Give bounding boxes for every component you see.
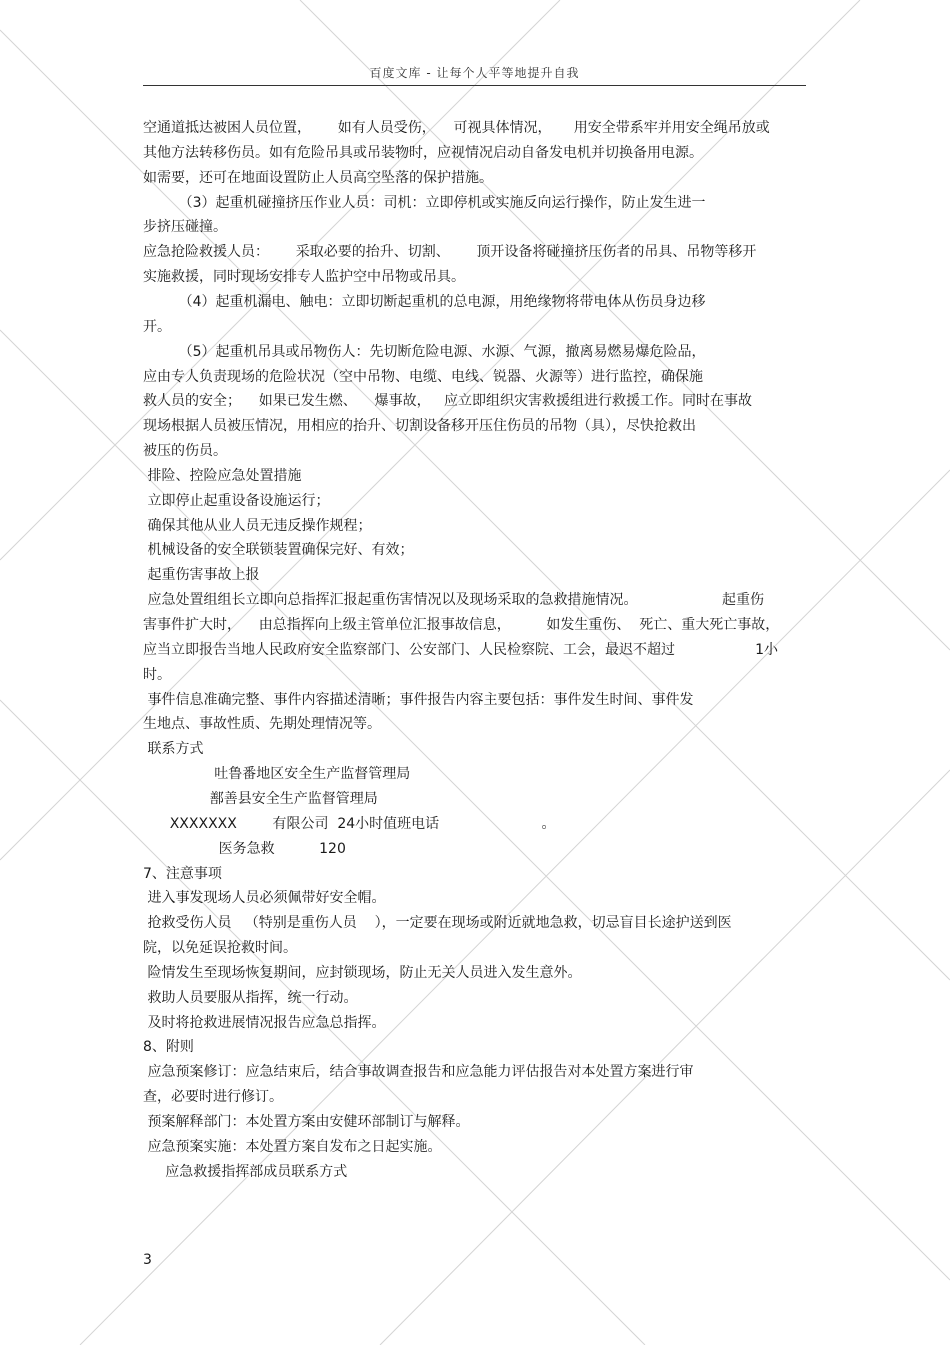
text-line: 8、附则 xyxy=(143,1039,194,1055)
text-line: 应急抢险救援人员： 采取必要的抬升、切割、 顶开设备将碰撞挤压伤者的吊具、吊物等移开 xyxy=(143,244,757,260)
text-line: 事件信息准确完整、事件内容描述清晰；事件报告内容主要包括：事件发生时间、事件发 xyxy=(143,692,694,708)
text-line: 院，以免延误抢救时间。 xyxy=(143,940,297,956)
text-line: （4）起重机漏电、触电：立即切断起重机的总电源，用绝缘物将带电体从伤员身边移 xyxy=(143,294,706,310)
text-line: 救人员的安全； 如果已发生燃、 爆事故， 应立即组织灾害救援组进行救援工作。同时在事故 xyxy=(143,393,752,409)
text-line: 鄯善县安全生产监督管理局 xyxy=(143,791,378,807)
text-line: 生地点、事故性质、先期处理情况等。 xyxy=(143,716,381,732)
text-line: 医务急救 120 xyxy=(143,841,346,857)
text-line: 险情发生至现场恢复期间，应封锁现场，防止无关人员进入发生意外。 xyxy=(143,965,582,981)
text-line: 立即停止起重设备设施运行； xyxy=(143,493,330,509)
text-line: 其他方法转移伤员。如有危险吊具或吊装物时，应视情况启动自备发电机并切换备用电源。 xyxy=(143,145,703,161)
text-line: 进入事发现场人员必须佩带好安全帽。 xyxy=(143,890,386,906)
text-line: 机械设备的安全联锁装置确保完好、有效； xyxy=(143,542,414,558)
text-line: 确保其他从业人员无违反操作规程； xyxy=(143,518,372,534)
text-line: 查，必要时进行修订。 xyxy=(143,1089,283,1105)
text-line: 应急处置组组长立即向总指挥汇报起重伤害情况以及现场采取的急救措施情况。 起重伤 xyxy=(143,592,765,608)
text-line: XXXXXXX 有限公司 24小时值班电话 。 xyxy=(143,816,556,832)
text-line: 应急预案实施：本处置方案自发布之日起实施。 xyxy=(143,1139,442,1155)
text-line: 救助人员要服从指挥，统一行动。 xyxy=(143,990,358,1006)
header-divider xyxy=(143,85,806,86)
text-line: 空通道抵达被困人员位置， 如有人员受伤， 可视具体情况， 用安全带系牢并用安全绳吊放或 xyxy=(143,120,770,136)
text-line: 实施救援，同时现场安排专人监护空中吊物或吊具。 xyxy=(143,269,465,285)
text-line: 抢救受伤人员 （特别是重伤人员 ），一定要在现场或附近就地急救，切忌盲目长途护送到医 xyxy=(143,915,732,931)
page-header: 百度文库 - 让每个人平等地提升自我 xyxy=(369,66,580,80)
text-line: 如需要，还可在地面设置防止人员高空坠落的保护措施。 xyxy=(143,170,493,186)
text-line: 被压的伤员。 xyxy=(143,443,227,459)
text-line: 7、注意事项 xyxy=(143,866,222,882)
text-line: （5）起重机吊具或吊物伤人：先切断危险电源、水源、气源，撤离易燃易爆危险品， xyxy=(143,344,706,360)
text-line: 起重伤害事故上报 xyxy=(143,567,260,583)
text-line: （3）起重机碰撞挤压作业人员：司机：立即停机或实施反向运行操作，防止发生进一 xyxy=(143,195,706,211)
text-line: 开。 xyxy=(143,319,171,335)
text-line: 时。 xyxy=(143,667,171,683)
text-line: 联系方式 xyxy=(143,741,204,757)
text-line: 吐鲁番地区安全生产监督管理局 xyxy=(143,766,411,782)
text-line: 步挤压碰撞。 xyxy=(143,219,227,235)
text-line: 应由专人负责现场的危险状况（空中吊物、电缆、电线、锐器、火源等）进行监控，确保施 xyxy=(143,369,703,385)
text-line: 排险、控险应急处置措施 xyxy=(143,468,302,484)
text-line: 害事件扩大时， 由总指挥向上级主管单位汇报事故信息， 如发生重伤、 死亡、重大死亡事故， xyxy=(143,617,780,633)
text-line: 现场根据人员被压情况，用相应的抬升、切割设备移开压住伤员的吊物（具），尽快抢救出 xyxy=(143,418,696,434)
text-line: 应急预案修订：应急结束后，结合事故调查报告和应急能力评估报告对本处置方案进行审 xyxy=(143,1064,694,1080)
text-line: 预案解释部门：本处置方案由安健环部制订与解释。 xyxy=(143,1114,470,1130)
text-line: 应当立即报告当地人民政府安全监察部门、公安部门、人民检察院、工会，最迟不超过 1小 xyxy=(143,642,779,658)
text-line: 应急救援指挥部成员联系方式 xyxy=(143,1164,348,1180)
page-number: 3 xyxy=(143,1252,152,1268)
text-line: 及时将抢救进展情况报告应急总指挥。 xyxy=(143,1015,386,1031)
